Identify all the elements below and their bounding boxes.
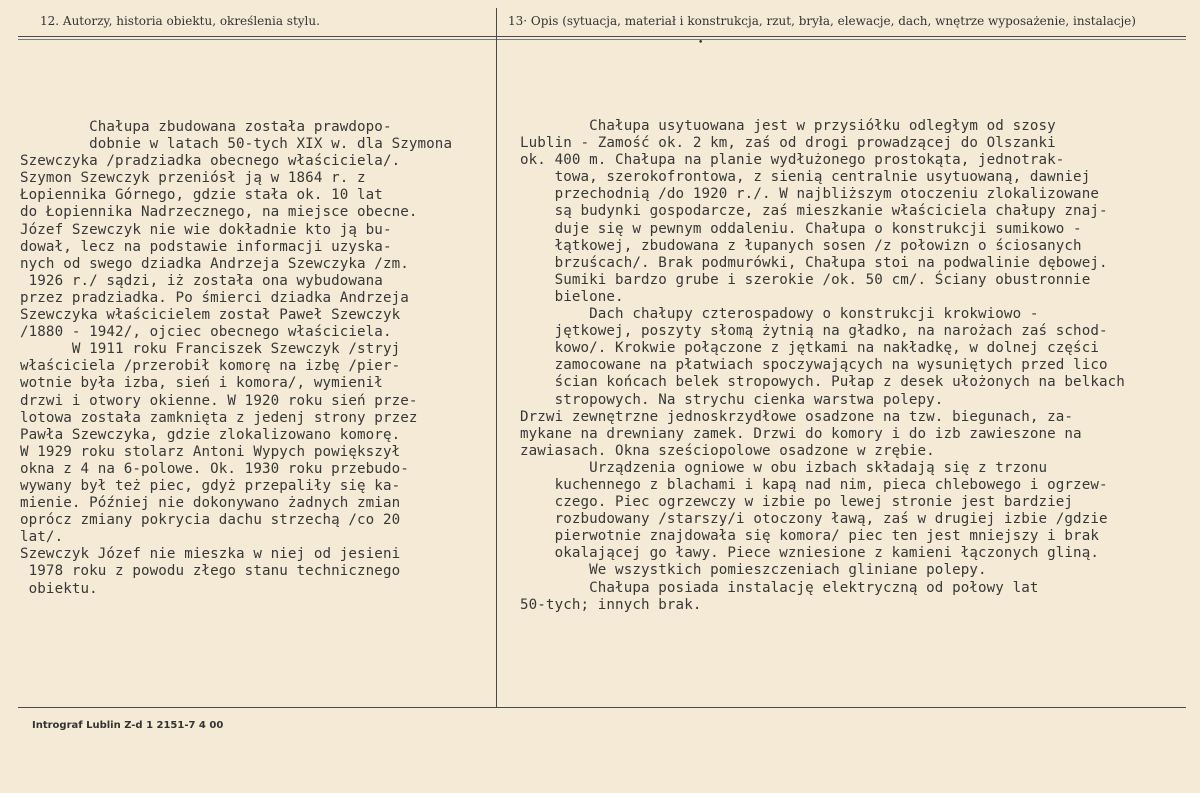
text-line: Szewczyka /pradziadka obecnego właściciela/. [20,153,401,170]
text-line: bielone. [520,288,624,305]
text-line: przechodnią /do 1920 r./. W najbliższym otoczeniu zlokalizowane [520,186,1099,203]
text-line: Urządzenia ogniowe w obu izbach składają się z trzonu [520,459,1048,476]
text-line: We wszystkich pomieszczeniach gliniane polepy. [520,562,987,579]
header-rule [18,36,1186,37]
bottom-rule [18,707,1186,708]
text-line: Chałupa posiada instalację elektryczną od połowy lat [520,579,1039,596]
text-line: nych od swego dziadka Andrzeja Szewczyka /zm. [20,255,409,272]
text-line: brzuścach/. Brak podmurówki, Chałupa stoi na podwalinie dębowej. [520,254,1108,271]
text-line: Drzwi zewnętrzne jednoskrzydłowe osadzone na tzw. biegunach, za- [520,408,1074,425]
text-line: dobnie w latach 50-tych XIX w. dla Szymona [20,136,453,153]
text-line: lat/. [20,529,64,546]
text-line: oprócz zmiany pokrycia dachu strzechą /co 20 [20,512,401,529]
header-rule-secondary [18,39,1186,40]
text-line: Łopiennika Górnego, gdzie stała ok. 10 lat [20,187,383,204]
text-line: W 1929 roku stolarz Antoni Wypych powiększył [20,443,401,460]
text-line: kowo/. Krokwie połączone z jętkami na nakładkę, w dolnej części [520,340,1099,357]
text-line: zawiasach. Okna sześciopolowe osadzone w zrębie. [520,442,935,459]
text-line: 50-tych; innych brak. [520,596,702,613]
section-13-heading: 13· Opis (sytuacja, materiał i konstrukcja, rzut, bryła, elewacje, dach, wnętrze wyposażenie, instalacje) [508,14,1136,28]
text-line: okalającej go ławy. Piece wzniesione z kamieni łączonych gliną. [520,545,1099,562]
text-line: obiektu. [20,580,98,597]
text-line: okna z 4 na 6-polowe. Ok. 1930 roku przebudo- [20,460,409,477]
text-line: 1926 r./ sądzi, iż została ona wybudowana [20,272,383,289]
text-line: czego. Piec ogrzewczy w izbie po lewej stronie jest bardziej [520,494,1074,511]
text-line: duje się w pewnym oddaleniu. Chałupa o konstrukcji sumikowo - [520,220,1082,237]
text-line: /1880 - 1942/, ojciec obecnego właściciela. [20,324,392,341]
text-line: 1978 roku z powodu złego stanu technicznego [20,563,401,580]
text-line: dował, lecz na podstawie informacji uzyska- [20,238,392,255]
text-line: Chałupa usytuowana jest w przysiółku odległym od szosy [520,118,1056,134]
text-line: do Łopiennika Nadrzecznego, na miejsce obecne. [20,204,418,221]
text-line: drzwi i otwory okienne. W 1920 roku sień prze- [20,392,418,409]
text-line: łątkowej, zbudowana z łupanych sosen /z połowizn o ściosanych [520,237,1082,254]
text-line: kuchennego z blachami i kapą nad nim, pieca chlebowego i ogrzew- [520,476,1108,493]
text-line: ok. 400 m. Chałupa na planie wydłużonego prostokąta, jednotrak- [520,152,1065,169]
text-line: mienie. Później nie dokonywano żadnych zmian [20,495,401,512]
text-line: Szewczyk Józef nie mieszka w niej od jesieni [20,546,401,563]
text-line: towa, szerokofrontowa, z sienią centralnie usytuowaną, dawniej [520,169,1091,186]
text-line: wywany był też piec, gdyż przepaliły się ka- [20,477,401,494]
text-line: Szewczyka właścicielem został Paweł Szewczyk [20,307,401,324]
text-line: pierwotnie znajdowała się komora/ piec ten jest mniejszy i brak [520,528,1099,545]
text-line: rozbudowany /starszy/i otoczony ławą, zaś w drugiej izbie /gdzie [520,511,1108,528]
ink-dot: • [698,38,704,48]
text-line: Dach chałupy czterospadowy o konstrukcji krokwiowo - [520,306,1039,323]
text-line: właściciela /przerobił komorę na izbę /pier- [20,358,401,375]
text-line: mykane na drewniany zamek. Drzwi do komory i do izb zawieszone na [520,425,1082,442]
text-line: stropowych. Na strychu cienka warstwa polepy. [520,391,944,408]
description-text [520,118,1125,614]
history-text [20,119,452,598]
section-12-heading: 12. Autorzy, historia obiektu, określenia stylu. [40,14,320,28]
printer-imprint: Intrograf Lublin Z-d 1 2151-7 4 00 [32,720,224,731]
text-line: wotnie była izba, sień i komora/, wymienił [20,375,383,392]
text-line: są budynki gospodarcze, zaś mieszkanie właściciela chałupy znaj- [520,203,1108,220]
text-line: przez pradziadka. Po śmierci dziadka Andrzeja [20,289,409,306]
text-line: ścian końcach belek stropowych. Pułap z desek ułożonych na belkach [520,374,1125,391]
text-line: zamocowane na płatwiach spoczywających na wysuniętych przed lico [520,357,1108,374]
text-line: Józef Szewczyk nie wie dokładnie kto ją bu- [20,221,392,238]
text-line: Pawła Szewczyka, gdzie zlokalizowano komorę. [20,426,401,443]
text-line: jętkowej, poszyty słomą żytnią na gładko, na narożach zaś schod- [520,323,1108,340]
column-divider [496,8,497,708]
text-line: Chałupa zbudowana została prawdopo- [20,119,392,135]
text-line: Szymon Szewczyk przeniósł ją w 1864 r. z [20,170,366,187]
text-line: W 1911 roku Franciszek Szewczyk /stryj [20,341,401,358]
text-line: lotowa została zamknięta z jedenj strony przez [20,409,418,426]
text-line: Lublin - Zamość ok. 2 km, zaś od drogi prowadzącej do Olszanki [520,135,1056,152]
text-line: Sumiki bardzo grube i szerokie /ok. 50 cm/. Ściany obustronnie [520,271,1091,288]
